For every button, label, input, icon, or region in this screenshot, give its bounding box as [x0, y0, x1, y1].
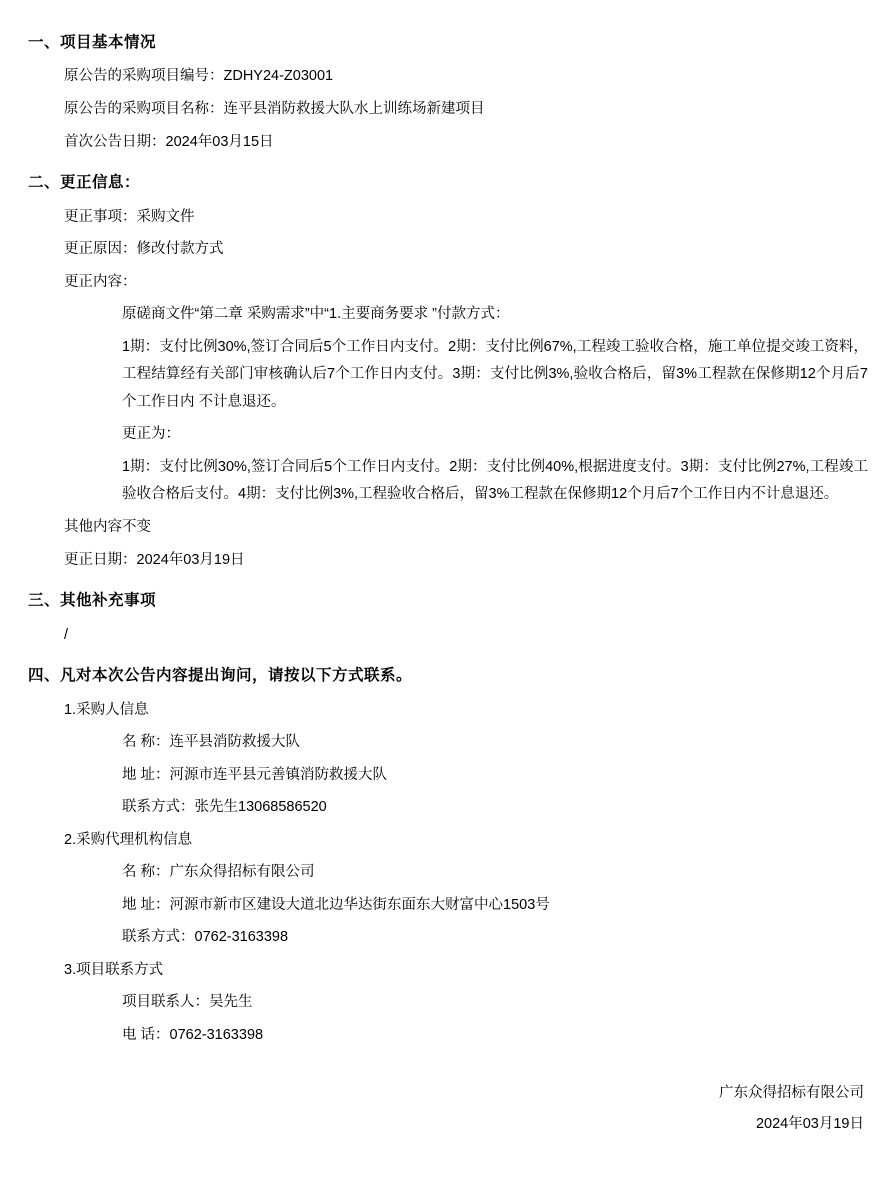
first-announcement-date-line: 首次公告日期：2024年03月15日 — [64, 133, 274, 150]
project-number-line: 原公告的采购项目编号：ZDHY24-Z03001 — [64, 68, 334, 85]
revised-intro: 更正为： — [122, 426, 180, 443]
section-2-body — [64, 204, 868, 575]
agency-contact-row — [122, 924, 868, 952]
purchaser-info-title: 1.采购人信息 — [64, 701, 149, 718]
agency-contact-value: 0762-3163398 — [194, 929, 289, 946]
correction-reason-line: 更正原因：修改付款方式 — [64, 241, 224, 258]
purchaser-contact-key: 联系方式： — [122, 799, 195, 816]
footer-company: 广东众得招标有限公司 — [719, 1084, 864, 1101]
other-unchanged-line: 其他内容不变 — [64, 518, 151, 535]
purchaser-address-key: 地 址： — [122, 766, 170, 783]
agency-address-key: 地 址： — [122, 896, 170, 913]
purchaser-info-group — [122, 729, 868, 822]
section-3-heading: 三、其他补充事项 — [28, 592, 157, 610]
revised-payment-text: 1期：支付比例30%,签订合同后5个工作日内支付。2期：支付比例40%,根据进度支付。3期：支付比例27%,工程竣工验收合格后支付。4期：支付比例3%,工程验收合格后，留3%工程款在保修期12个月后7个工作日内不计息退还。 — [122, 458, 868, 503]
project-name-line: 原公告的采购项目名称：连平县消防救援大队水上训练场新建项目 — [64, 100, 485, 117]
agency-info-title: 2.采购代理机构信息 — [64, 831, 193, 848]
purchaser-contact-value: 张先生13068586520 — [194, 799, 327, 816]
original-payment-intro: 原磋商文件“第二章 采购需求”中“1.主要商务要求 ”付款方式： — [122, 306, 510, 323]
agency-info-group — [122, 859, 868, 952]
correction-item-line: 更正事项：采购文件 — [64, 208, 195, 225]
project-phone-key: 电 话： — [122, 1026, 170, 1043]
project-contact-title: 3.项目联系方式 — [64, 961, 164, 978]
section-4-body — [64, 697, 868, 1050]
project-phone-value: 0762-3163398 — [169, 1026, 264, 1043]
original-payment-text: 1期：支付比例30%,签订合同后5个工作日内支付。2期：支付比例67%,工程竣工验收合格，施工单位提交竣工资料，工程结算经有关部门审核确认后7个工作日内支付。3期：支付比例3%,验收合格后，留3%工程款在保修期12个月后7个工作日内 不计息退还。 — [122, 338, 868, 410]
purchaser-contact-row — [122, 794, 868, 822]
project-contact-person-key: 项目联系人： — [122, 994, 209, 1011]
section-1-heading: 一、项目基本情况 — [28, 34, 157, 51]
document-footer — [28, 1080, 868, 1139]
agency-name-value: 广东众得招标有限公司 — [169, 864, 315, 881]
project-phone-row — [122, 1022, 868, 1050]
purchaser-name-key: 名 称： — [122, 734, 170, 751]
section-1-body — [64, 63, 868, 156]
section-2-heading: 二、更正信息： — [28, 174, 141, 192]
project-contact-person-row — [122, 989, 868, 1017]
footer-date: 2024年03月19日 — [755, 1116, 864, 1133]
purchaser-address-row — [122, 762, 868, 790]
section-3-content: / — [64, 626, 69, 643]
section-4-heading: 四、凡对本次公告内容提出询问，请按以下方式联系。 — [28, 667, 413, 685]
purchaser-address-value: 河源市连平县元善镇消防救援大队 — [169, 766, 388, 783]
agency-address-row — [122, 892, 868, 920]
agency-name-row — [122, 859, 868, 887]
project-contact-group — [122, 989, 868, 1049]
purchaser-name-value: 连平县消防救援大队 — [169, 734, 301, 751]
agency-address-value: 河源市新市区建设大道北边华达街东面东大财富中心1503号 — [169, 896, 550, 913]
purchaser-name-row — [122, 729, 868, 757]
project-contact-person-value: 吴先生 — [209, 994, 253, 1011]
correction-date-line: 更正日期：2024年03月19日 — [64, 551, 245, 568]
agency-name-key: 名 称： — [122, 864, 170, 881]
agency-contact-key: 联系方式： — [122, 929, 195, 946]
correction-content-label: 更正内容： — [64, 273, 137, 290]
